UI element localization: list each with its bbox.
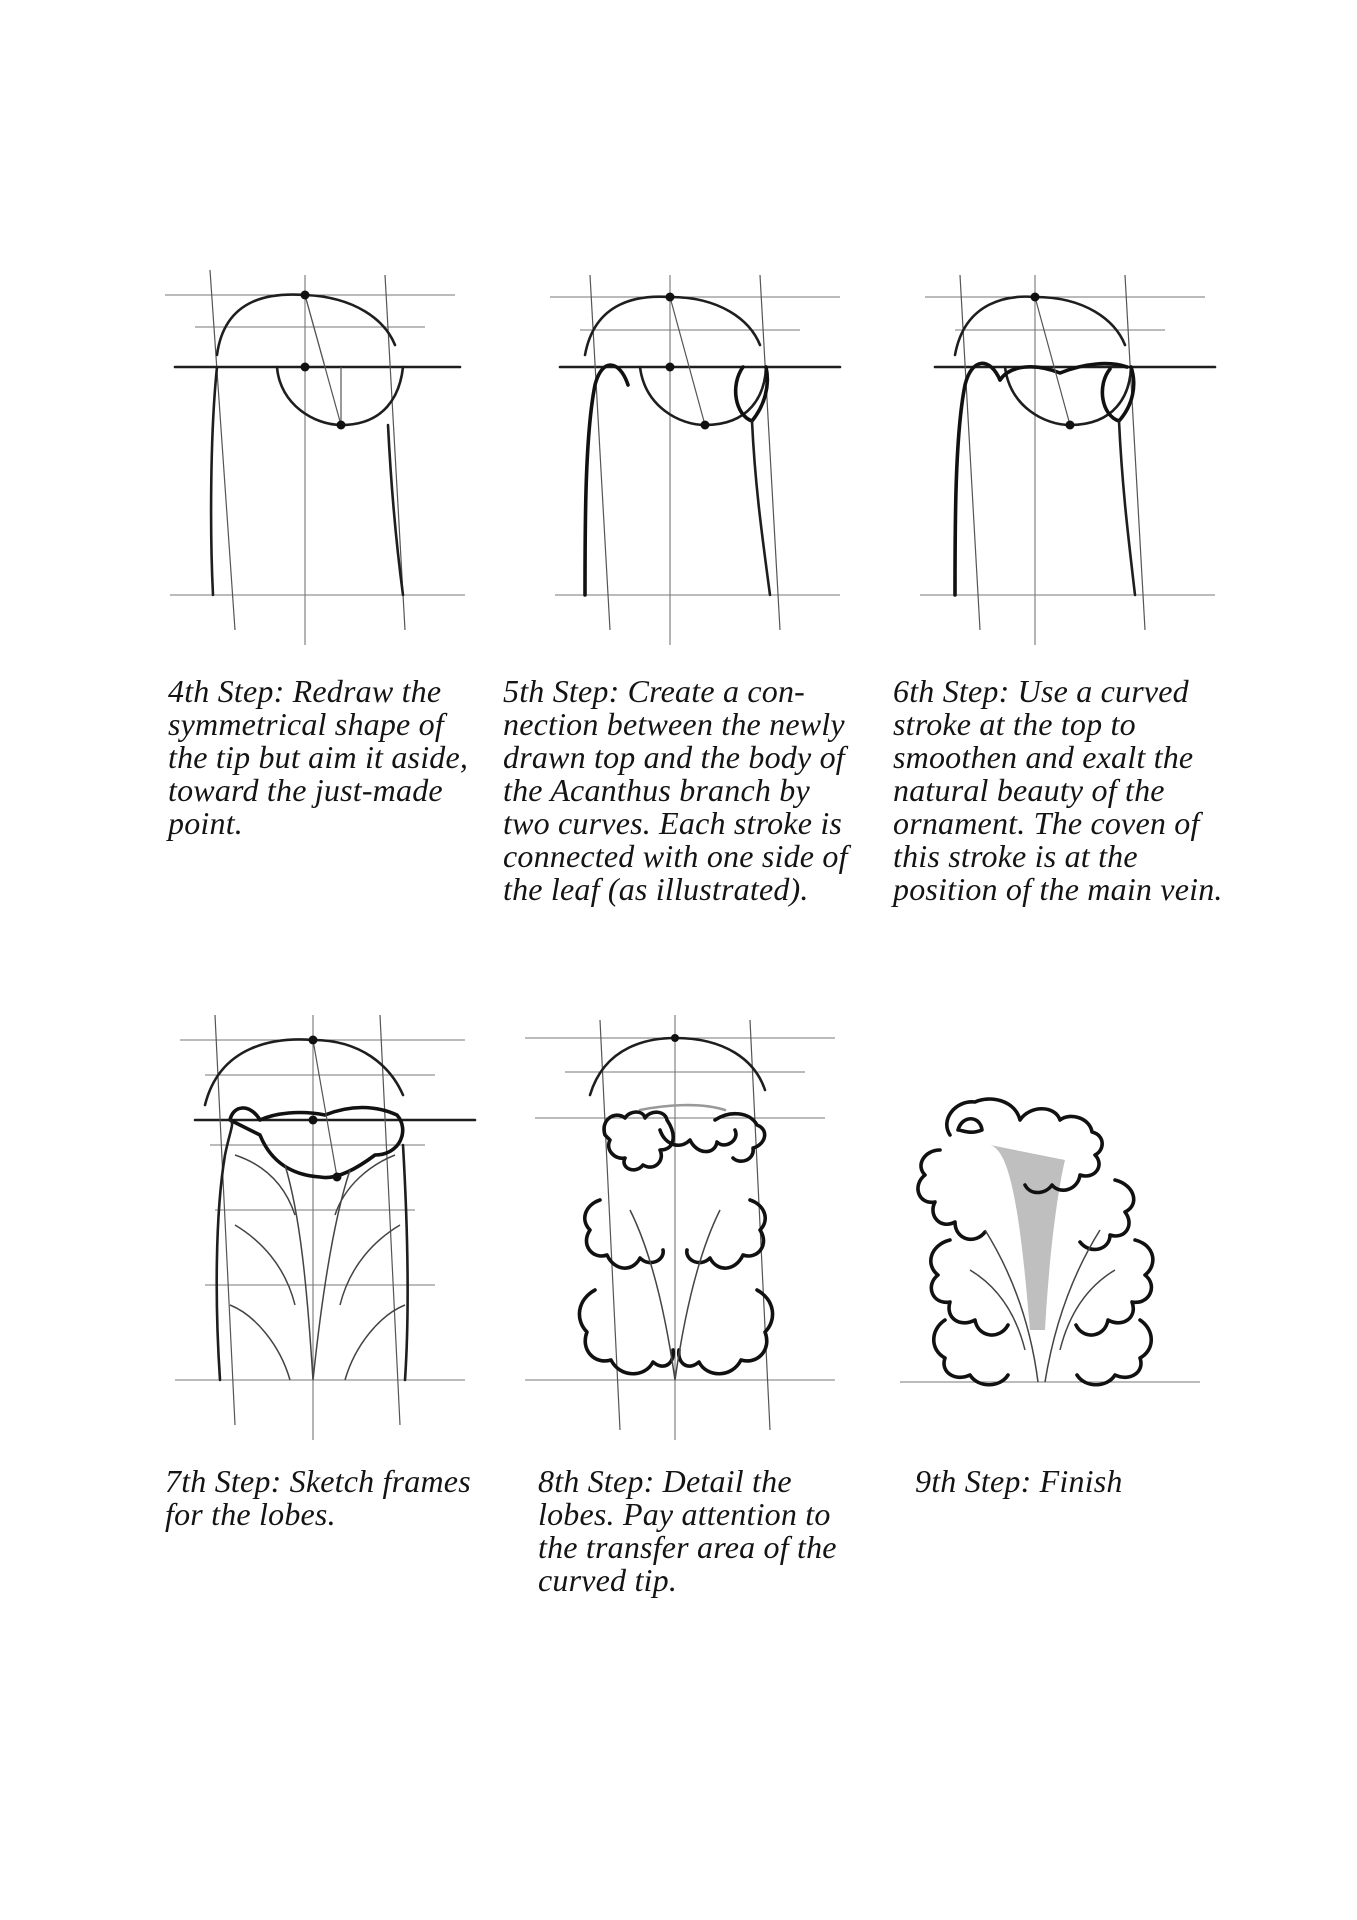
step-9-caption: 9th Step: Finish xyxy=(915,1463,1123,1499)
step-7-drawing xyxy=(175,985,475,1445)
step-5-drawing xyxy=(540,235,850,655)
step-7-caption: 7th Step: Sketch frames for the lobes. xyxy=(165,1463,471,1532)
step-5-caption: 5th Step: Create a con- nection between the newly drawn top and the body of the Acanthus branch by two curves. Each stroke is connected with one side of the leaf (as illustrated). xyxy=(503,673,848,907)
step-6-drawing xyxy=(915,235,1225,655)
step-4-caption: 4th Step: Redraw the symmetrical shape of the tip but aim it aside, toward the just-made point. xyxy=(168,673,469,841)
step-4-drawing xyxy=(165,235,475,655)
step-9-drawing xyxy=(900,1090,1200,1420)
step-8-drawing xyxy=(525,1010,845,1450)
step-8-caption: 8th Step: Detail the lobes. Pay attention to the transfer area of the curved tip. xyxy=(538,1463,837,1598)
step-6-caption: 6th Step: Use a curved stroke at the top to smoothen and exalt the natural beauty of the ornament. The coven of this stroke is at the position of the main vein. xyxy=(893,673,1223,907)
